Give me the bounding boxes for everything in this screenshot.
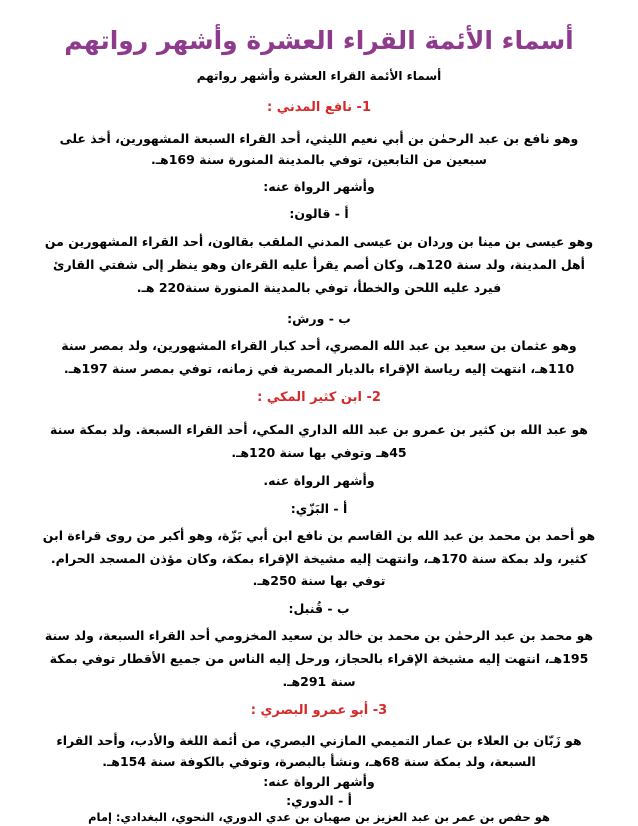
paragraph-line: سبعين من التابعين، توفي بالمدينة المنورة سنة 169هـ. (151, 152, 487, 167)
section-heading-nafi: 1- نافع المدني : (267, 100, 371, 115)
paragraph-line: فيرد عليه اللحن والخطأ، توفي بالمدينة المنورة سنة220 هـ. (136, 280, 502, 295)
section-heading-abu-amr: 3- أبو عمرو البصري : (250, 703, 388, 718)
paragraph-line: توفي بها سنة 250هـ. (252, 573, 386, 588)
section-heading-ibn-kathir: 2- ابن كثير المكي : (257, 390, 381, 405)
narrator-heading-warsh: ب - ورش: (287, 311, 351, 326)
narrator-heading-qalun: أ - قالون: (289, 206, 349, 221)
paragraph-line: 110هـ، انتهت إليه رياسة الإقراء بالديار المصرية في زمانه، توفي بمصر سنة 197هـ. (63, 361, 575, 376)
paragraph-line: وهو عثمان بن سعيد بن عبد الله المصري، أحد كبار القراء المشهورين، ولد بمصر سنة (61, 338, 577, 353)
paragraph-line: وهو نافع بن عبد الرحمٰن بن أبي نعيم الليثي، أحد القراء السبعة المشهورين، أخذ على (59, 131, 579, 146)
document-subtitle: أسماء الأئمة القراء العشرة وأشهر رواتهم (196, 69, 442, 83)
page-title: أسماء الأئمة القراء العشرة وأشهر رواتهم (64, 26, 574, 55)
paragraph-line: هو عبد الله بن كثير بن عمرو بن عبد الله الداري المكي، أحد القراء السبعة. ولد بمكة سنة (50, 422, 588, 437)
narrators-heading: وأشهر الرواة عنه: (263, 774, 375, 789)
narrators-heading: وأشهر الرواة عنه. (263, 473, 375, 488)
paragraph-line: هو حفص بن عمر بن عبد العزيز بن صهبان بن عدي الدوري، النحوي، البغدادي: إمام (88, 810, 550, 824)
paragraph-line: وهو عيسى بن مينا بن وردان بن عيسى المدني الملقب بقالون، أحد القراء المشهورين من (44, 234, 594, 249)
paragraph-line: السبعة، ولد بمكة سنة 68هـ، ونشأ بالبصرة، وتوفي بالكوفة سنة 154هـ. (102, 754, 536, 769)
paragraph-line: 45هـ وتوفي بها سنة 120هـ. (231, 445, 407, 460)
paragraph-line: هو أحمد بن محمد بن عبد الله بن القاسم بن نافع ابن أبي بَزّة، وهو أكبر من روى قراءة ابن (42, 528, 596, 543)
paragraph-line: 195هـ، انتهت إليه مشيخة الإقراء بالحجاز، ورحل إليه الناس من جميع الأقطار توفي بمكة (49, 651, 589, 666)
paragraph-line: أهل المدينة، ولد سنة 120هـ، وكان أصم يقرأ عليه القرءان وهو ينظر إلى شفتي القارئ (53, 257, 585, 272)
paragraph-line: هو محمد بن عبد الرحمٰن بن محمد بن خالد بن سعيد المخزومي أحد القراء السبعة، ولد سنة (44, 628, 594, 643)
narrator-heading-qunbul: ب - قُنبل: (288, 601, 350, 616)
narrators-heading: وأشهر الرواة عنه: (263, 179, 375, 194)
paragraph-line: كثير، ولد بمكة سنة 170هـ، وانتهت إليه مشيخة الإقراء بمكة، وكان مؤذن المسجد الحرام. (50, 551, 588, 566)
paragraph-line: هو زَبّان بن العلاء بن عمار التميمي المازني البصري، من أئمة اللغة والأدب، وأحد القراء (56, 733, 582, 748)
narrator-heading-bazzi: أ - البَزّي: (290, 501, 348, 516)
paragraph-line: سنة 291هـ. (282, 674, 356, 689)
narrator-heading-duri: أ - الدوري: (286, 793, 352, 808)
